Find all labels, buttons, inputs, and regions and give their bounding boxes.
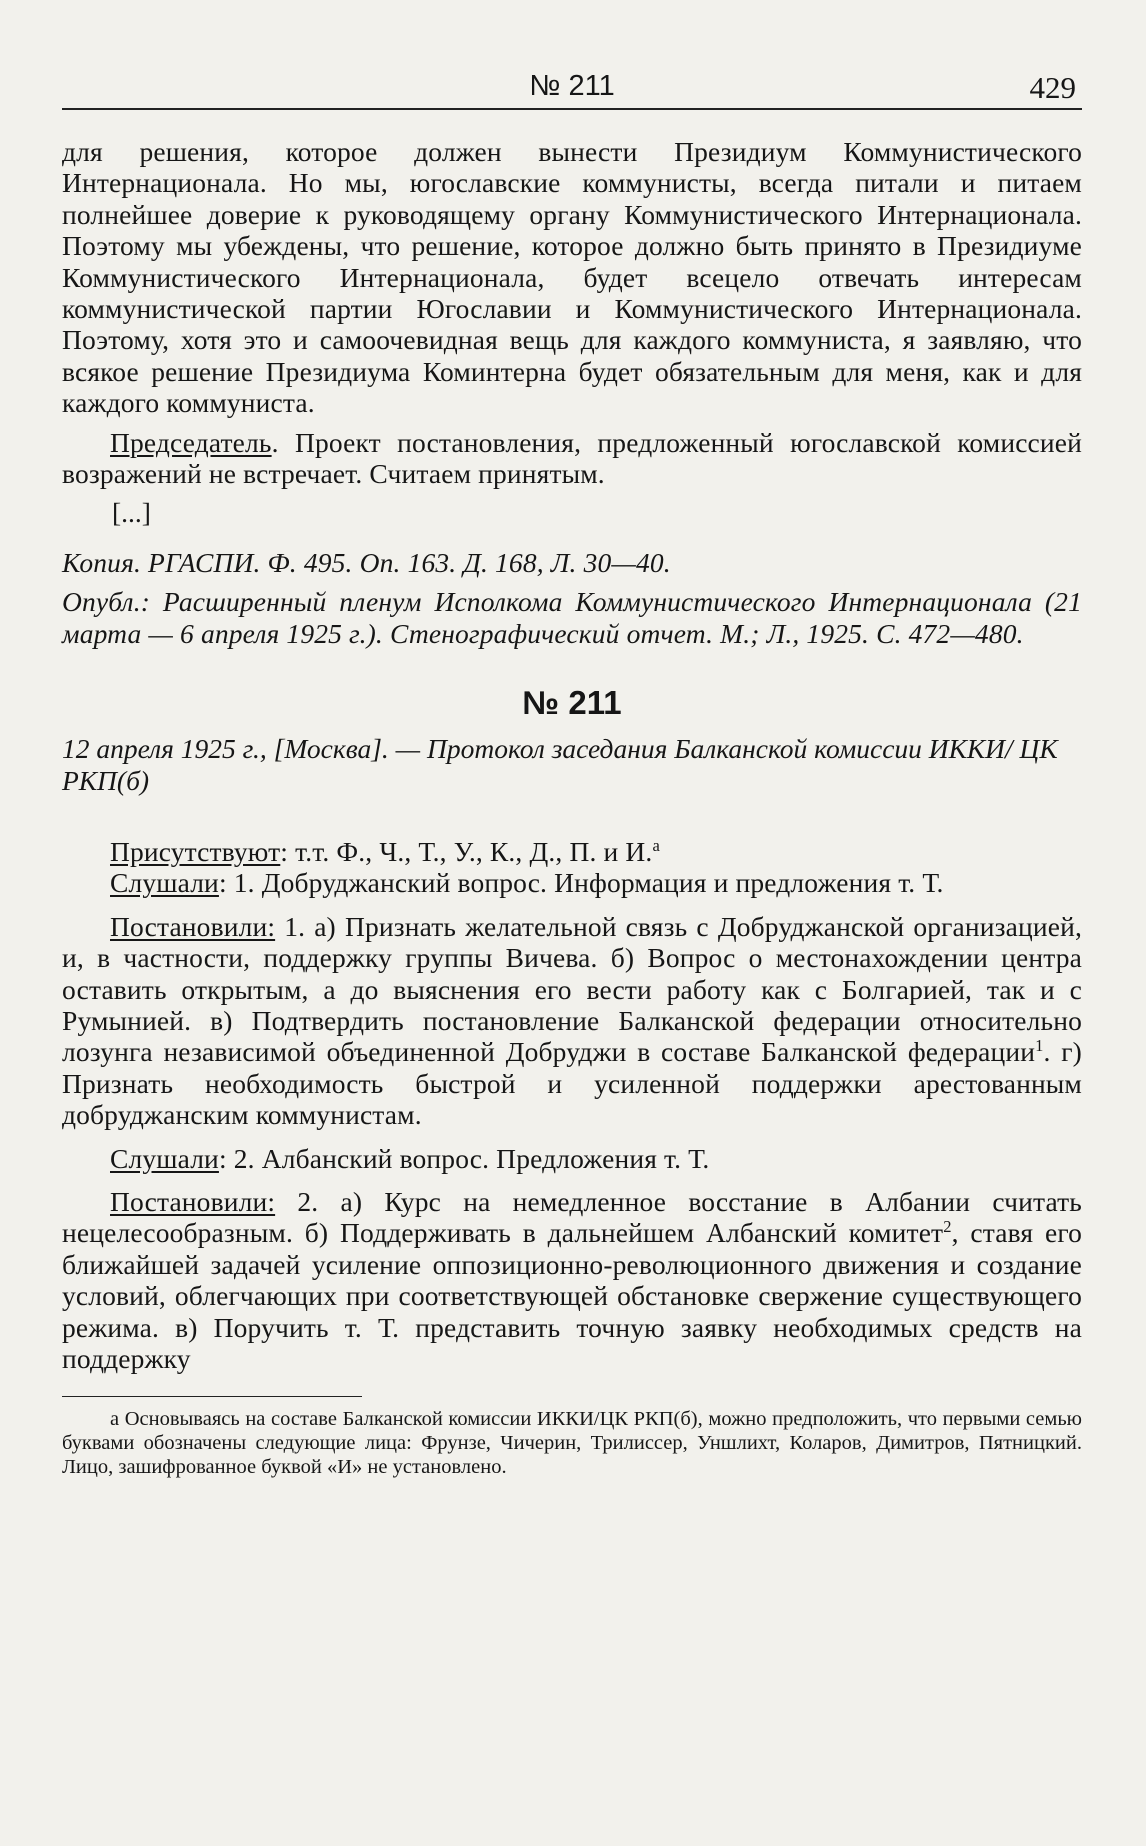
footnote-a-text: Основываясь на составе Балканской комиссии ИККИ/ЦК РКП(б), можно предположить, что первыми семью буквами обозначены следующие лица: Фрунзе, Чичерин, Трилиссер, Уншлихт, Коларов, Димитров, Пятницкий. Лицо, зашифрованное буквой «И» не установлено. [62,1408,1082,1479]
heard-2-label: Слушали [110,1142,219,1174]
present-paragraph [62,836,1082,867]
document-number: № 211 [522,684,622,722]
heard-2-paragraph [62,1143,1082,1174]
decided-1-text-b: . г) Признать необходимость быстрой и усиленной поддержки арестованным добруджанским коммунистам. [62,1036,1082,1131]
footnote-a [62,1407,1082,1479]
footnote-divider [62,1396,362,1397]
decided-1-label: Постановили: [110,910,276,942]
decided-2-footnote-mark: 2 [943,1217,952,1237]
page-body [62,136,1082,1479]
heard-2-text: : 2. Албанский вопрос. Предложения т. Т. [218,1142,710,1174]
header-doc-number: № 211 [529,70,615,102]
omission-mark: [...] [112,497,151,529]
chair-text: . Проект постановления, предложенный югославской комиссией возражений не встречает. Считаем принятым. [62,426,1082,490]
decided-1-text-a: 1. а) Признать желательной связь с Добруджанской организацией, и, в частности, поддержку группы Вичева. б) Вопрос о местонахождении центра оставить открытым, а до выяснения его вести работу как с Болгарией, так и с Румынией. в) Подтвердить постановление Балканской федерации относительно лозунга независимой объединенной Добруджи в составе Балканской федерации [62,910,1082,1068]
present-label: Присутствуют [110,835,281,867]
decided-2-paragraph [62,1186,1082,1374]
decided-2-text-a: 2. а) Курс на немедленное восстание в Албании считать нецелесообразным. б) Поддерживать в дальнейшем Албанский комитет [62,1185,1082,1249]
heard-1-label: Слушали [110,867,219,899]
decided-1-footnote-mark: 1 [1035,1036,1044,1056]
present-footnote-mark: а [652,835,660,855]
decided-2-text-b: , ставя его ближайшей задачей усиление оппозиционно-революционного движения и создание условий, облегчающих при соответствующей обстановке свержение существующего режима. в) Поручить т. Т. представить точную заявку необходимых средств на поддержку [62,1217,1082,1374]
heard-1-text: : 1. Добруджанский вопрос. Информация и предложения т. Т. [218,867,944,899]
present-text: : т.т. Ф., Ч., Т., У., К., Д., П. и И. [280,835,653,867]
page-header [62,68,1082,110]
document-title: 12 апреля 1925 г., [Москва]. — Протокол заседания Балканской комиссии ИККИ/ ЦК РКП(б) [62,733,1058,796]
heard-1-paragraph [62,867,1082,898]
intro-paragraph: для решения, которое должен вынести Президиум Коммунистического Интернационала. Но мы, югославские коммунисты, всегда питали и питаем полнейшее доверие к руководящему органу Коммунистического Интернационала. Поэтому мы убеждены, что решение, которое должно быть принято в Президиуме Коммунистического Интернационала, будет всецело отвечать интересам коммунистической партии Югославии и Коммунистического Интернационала. Поэтому, хотя это и самоочевидная вещь для каждого коммуниста, я заявляю, что всякое решение Президиума Коминтерна будет обязательным для меня, как и для каждого коммуниста. [62,136,1082,419]
source-published: Опубл.: Расширенный пленум Исполкома Коммунистического Интернационала (21 марта — 6 апреля 1925 г.). Стенографический отчет. М.; Л., 1925. С. 472—480. [62,586,1082,649]
footnote-a-mark: а [110,1408,120,1431]
chair-paragraph [62,427,1082,490]
decided-1-paragraph [62,911,1082,1131]
chair-label: Председатель [110,426,272,458]
decided-2-label: Постановили: [110,1185,276,1217]
source-copy: Копия. РГАСПИ. Ф. 495. Оп. 163. Д. 168, Л. 30—40. [62,546,671,578]
page-number: 429 [1029,70,1076,105]
